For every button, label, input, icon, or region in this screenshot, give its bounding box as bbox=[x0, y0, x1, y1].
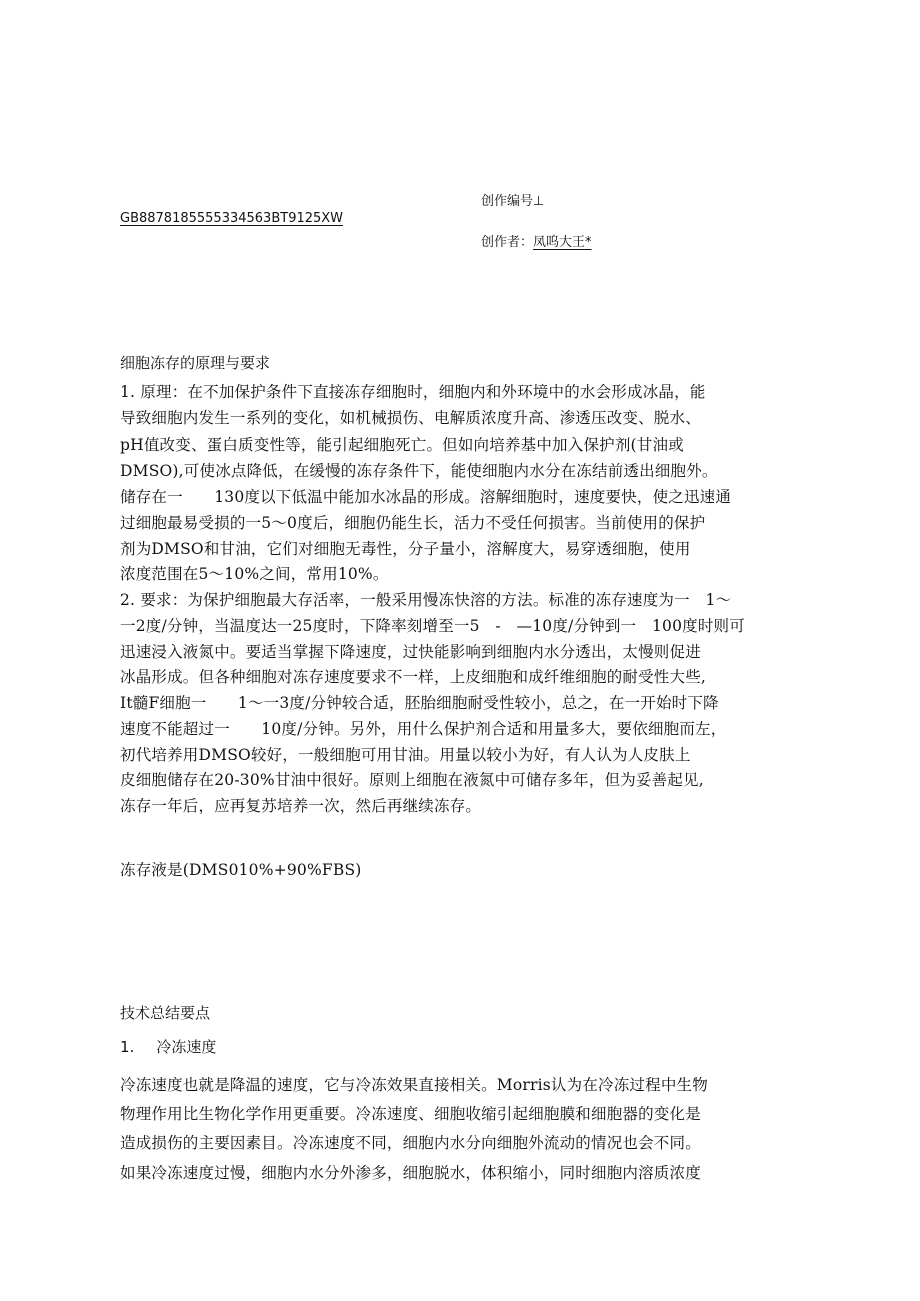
article-line: 速度不能超过一 10度/分钟。另外，用什么保护剂合适和用量多大，要依细胞而左， bbox=[120, 720, 727, 738]
article-line: 2. 要求：为保护细胞最大存活率，一般采用慢冻快溶的方法。标准的冻存速度为一 1～ bbox=[120, 591, 732, 609]
summary-title: 技术总结要点 bbox=[120, 1004, 211, 1022]
author-name: 凤呜大王* bbox=[533, 235, 592, 250]
article-line: 1. 原理：在不加保护条件下直接冻存细胞时，细胞内和外环境中的水会形成冰晶，能 bbox=[120, 383, 706, 401]
summary-line: 冷冻速度也就是降温的速度，它与冷冻效果直接相关。Morris认为在冷冻过程中生物 bbox=[120, 1076, 708, 1094]
creation-number-label: 创作编号⊥ bbox=[481, 194, 545, 209]
article-line: 过细胞最易受损的一5～0度后，细胞仍能生长，活力不受任何损害。当前使用的保护 bbox=[120, 514, 706, 532]
article-title: 细胞冻存的原理与要求 bbox=[120, 354, 271, 372]
article-line: DMSO),可使冰点降低，在缓慢的冻存条件下，能使细胞内水分在冻结前透出细胞外。 bbox=[120, 462, 718, 480]
article-line: It髓F细胞一 1～一3度/分钟较合适，胚胎细胞耐受性较小，总之，在一开始时下降 bbox=[120, 694, 719, 712]
article-line: 冻存一年后，应再复苏培养一次，然后再继续冻存。 bbox=[120, 797, 482, 815]
article-line: 皮细胞储存在20-30%甘油中很好。原则上细胞在液氮中可储存多年，但为妥善起见, bbox=[120, 771, 704, 789]
article-line: 冰晶形成。但各种细胞对冻存速度要求不一样，上皮细胞和成纤维细胞的耐受性大些, bbox=[120, 668, 707, 686]
article-line: 一2度/分钟，当温度达一25度时，下降率刻增至一5 - —10度/分钟到一 100度时则可 bbox=[120, 617, 745, 635]
article-line: 初代培养用DMSO较好，一般细胞可用甘油。用量以较小为好，有人认为人皮肤上 bbox=[120, 746, 691, 764]
article-line: 迅速浸入液氮中。要适当掌握下降速度，过快能影响到细胞内水分透出，太慢则促进 bbox=[120, 643, 701, 661]
summary-item-title: 冷冻速度 bbox=[156, 1038, 217, 1056]
summary-line: 如果冷冻速度过慢，细胞内水分外渗多，细胞脱水，体积缩小，同时细胞内溶质浓度 bbox=[120, 1164, 701, 1182]
author-line bbox=[481, 231, 592, 250]
summary-line: 造成损伤的主要因素目。冷冻速度不同，细胞内水分向细胞外流动的情况也会不同。 bbox=[120, 1134, 701, 1152]
document-code: GB8878185555334563BT9125XW bbox=[120, 211, 344, 226]
article-line: pH值改变、蛋白质变性等，能引起细胞死亡。但如向培养基中加入保护剂(甘油或 bbox=[120, 436, 684, 454]
summary-item-number: 1. bbox=[120, 1038, 135, 1056]
summary-item-heading bbox=[120, 1036, 216, 1057]
article-line: 浓度范围在5～10%之间，常用10%。 bbox=[120, 565, 389, 583]
summary-line: 物理作用比生物化学作用更重要。冷冻速度、细胞收缩引起细胞膜和细胞器的变化是 bbox=[120, 1105, 701, 1123]
freezing-solution: 冻存液是(DMS010%+90%FBS) bbox=[120, 861, 362, 879]
article-line: 导致细胞内发生一系列的变化，如机械损伤、电解质浓度升高、渗透压改变、脱水、 bbox=[120, 409, 701, 427]
article-line: 剂为DMSO和甘油，它们对细胞无毒性，分子量小，溶解度大，易穿透细胞，使用 bbox=[120, 540, 691, 558]
article-line: 储存在一 130度以下低温中能加水冰晶的形成。溶解细胞时，速度要快，使之迅速通 bbox=[120, 488, 732, 506]
author-label: 创作者： bbox=[481, 235, 534, 250]
